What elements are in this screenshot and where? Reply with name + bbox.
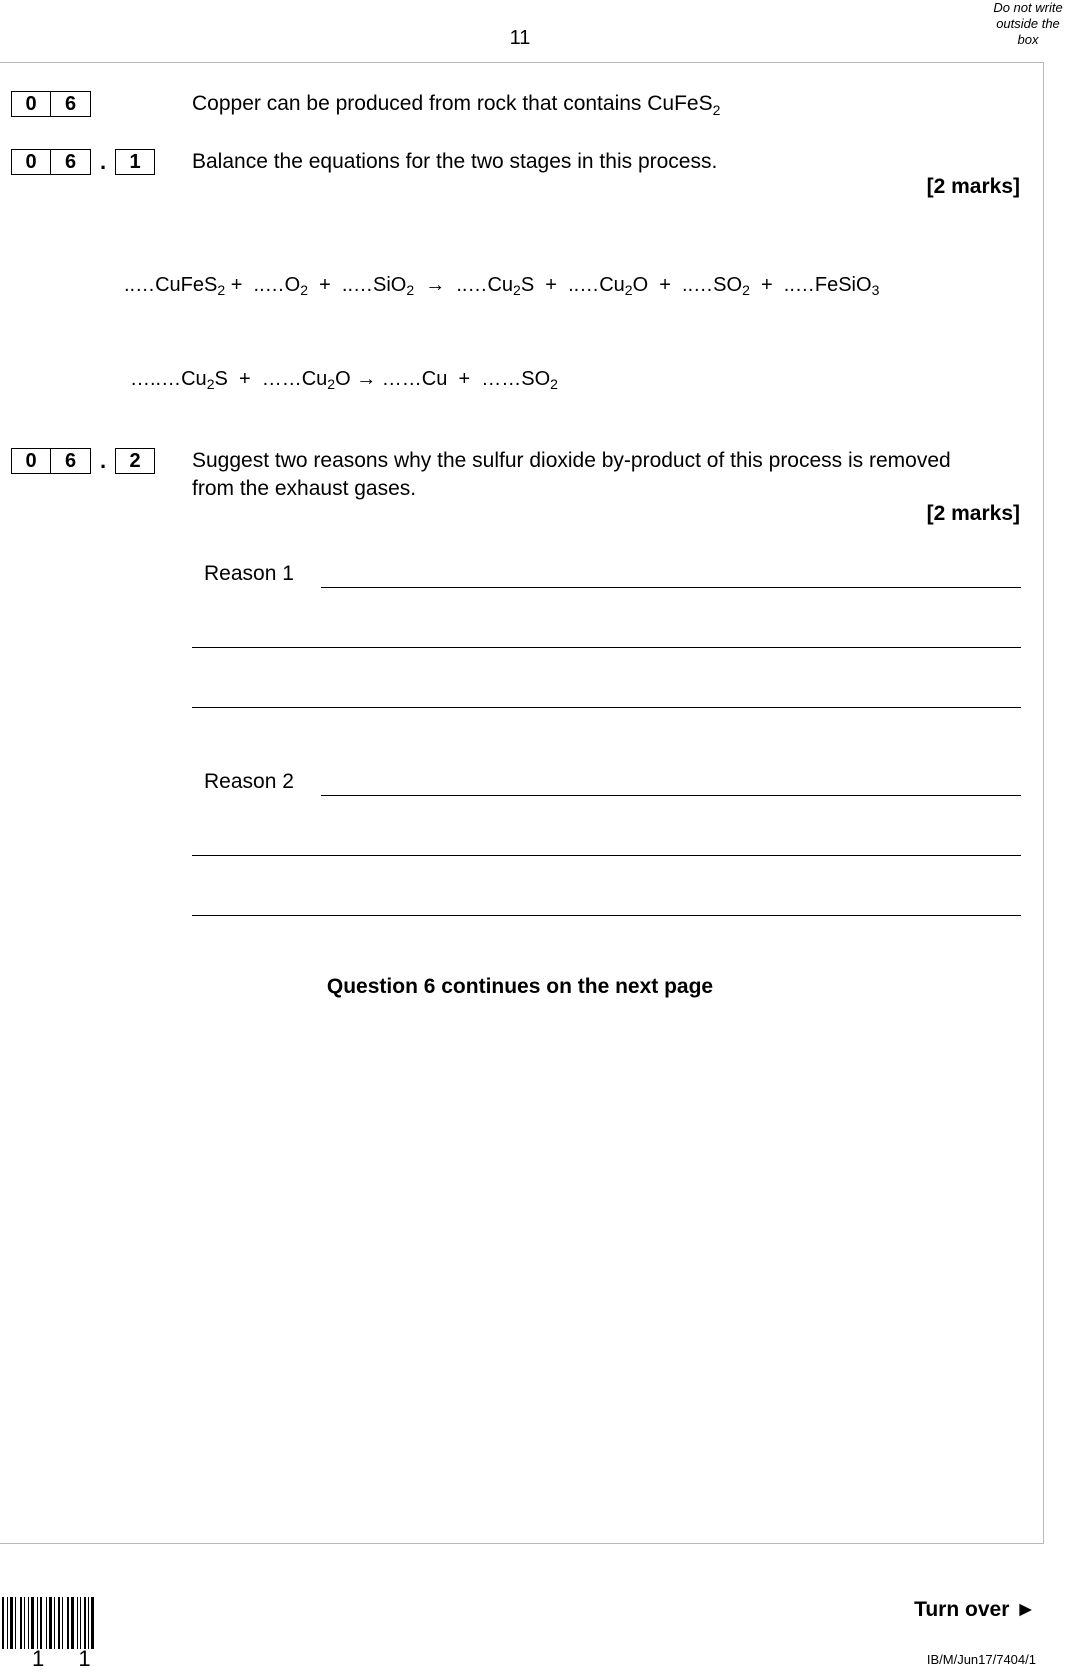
continue-note: Question 6 continues on the next page xyxy=(326,975,714,998)
equation-term: → ..…Cu xyxy=(414,274,514,296)
question-part-digit: 1 xyxy=(115,149,155,175)
equation-term: …..…Cu xyxy=(130,368,207,390)
page-number: 11 xyxy=(509,27,531,49)
question-number-06 xyxy=(11,91,91,117)
margin-note-line: box xyxy=(1017,32,1039,47)
margin-note xyxy=(978,0,1078,48)
question-stem-text: Copper can be produced from rock that contains CuFeS xyxy=(192,92,713,115)
formula-subscript: 2 xyxy=(624,282,633,298)
margin-note-line: Do not write xyxy=(993,0,1063,15)
formula-subscript: 2 xyxy=(742,282,750,298)
question-digit: 0 xyxy=(11,149,51,175)
equation-term: + ..…O xyxy=(225,274,301,296)
formula-subscript: 2 xyxy=(300,282,308,298)
answer-line[interactable] xyxy=(192,647,1021,648)
formula-subscript: 2 xyxy=(406,282,415,298)
question-number-06-2 xyxy=(11,448,155,474)
question-digit: 6 xyxy=(51,149,91,175)
question-digit: 0 xyxy=(11,91,51,117)
equation-term: S + ……Cu xyxy=(214,368,328,390)
question-dot: . xyxy=(99,448,107,473)
formula-subscript: 2 xyxy=(327,376,336,392)
question-dot: . xyxy=(99,149,107,174)
question-part-digit: 2 xyxy=(115,448,155,474)
question-text-line: Suggest two reasons why the sulfur dioxide by-product of this process is removed xyxy=(192,449,951,472)
answer-line[interactable] xyxy=(321,795,1021,796)
question-text-line: from the exhaust gases. xyxy=(192,477,417,500)
question-digit: 0 xyxy=(11,448,51,474)
equation-term: S + ..…Cu xyxy=(520,274,625,296)
turn-over-label: Turn over ► xyxy=(914,1598,1036,1621)
paper-reference-code: IB/M/Jun17/7404/1 xyxy=(926,1652,1036,1667)
equation-term: + ..…SiO xyxy=(307,274,407,296)
formula-subscript: 2 xyxy=(712,102,721,119)
equation-term: O + ..…SO xyxy=(632,274,743,296)
question-stem xyxy=(192,90,720,124)
marks-label: [2 marks] xyxy=(926,502,1020,525)
question-text xyxy=(192,447,1022,503)
question-digit: 6 xyxy=(51,448,91,474)
formula-subscript: 2 xyxy=(206,376,215,392)
formula-subscript: 2 xyxy=(550,376,558,392)
answer-line[interactable] xyxy=(192,855,1021,856)
equation-term: ..…CuFeS xyxy=(124,274,218,296)
reason-1-label: Reason 1 xyxy=(204,562,294,585)
barcode xyxy=(2,1597,94,1649)
question-text: Balance the equations for the two stages in this process. xyxy=(192,150,718,173)
marks-label: [2 marks] xyxy=(926,175,1020,198)
equation-term: + ..…FeSiO xyxy=(749,274,872,296)
reason-2-label: Reason 2 xyxy=(204,770,294,793)
answer-line[interactable] xyxy=(192,707,1021,708)
equation-stage-1 xyxy=(124,274,879,297)
answer-line[interactable] xyxy=(192,915,1021,916)
formula-subscript: 3 xyxy=(871,282,880,298)
equation-term: O → ……Cu + ……SO xyxy=(335,368,551,390)
answer-line[interactable] xyxy=(321,587,1021,588)
equation-stage-2 xyxy=(130,368,558,391)
formula-subscript: 2 xyxy=(217,282,226,298)
margin-note-line: outside the xyxy=(996,16,1060,31)
question-number-06-1 xyxy=(11,149,155,175)
barcode-digits: 1 1 xyxy=(32,1646,105,1671)
question-digit: 6 xyxy=(51,91,91,117)
formula-subscript: 2 xyxy=(513,282,521,298)
